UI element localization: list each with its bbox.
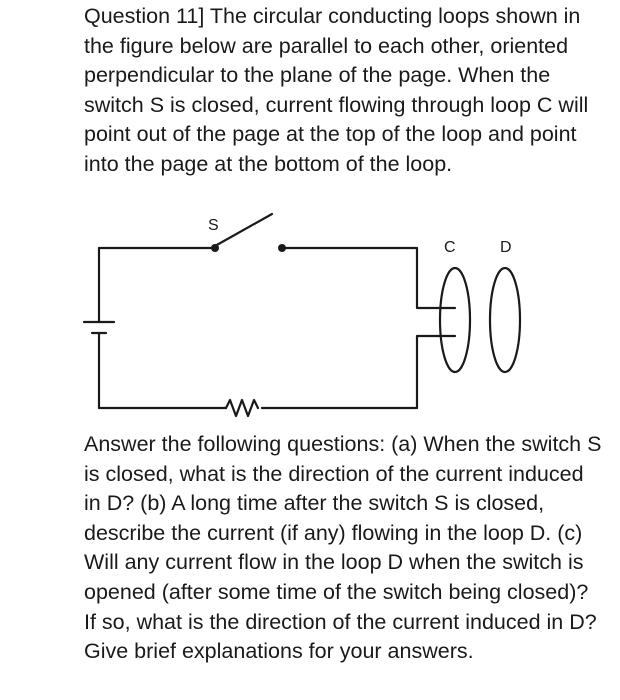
switch-contact-dot xyxy=(278,244,286,252)
resistor xyxy=(226,400,258,416)
loop-d xyxy=(490,268,520,372)
loop-d-label: D xyxy=(500,239,512,256)
switch-lever xyxy=(215,214,272,246)
circuit-diagram xyxy=(0,210,620,430)
wire-top-right xyxy=(282,248,455,308)
wire-bottom-right xyxy=(262,336,455,408)
loop-c xyxy=(440,268,470,372)
loop-c-label: C xyxy=(444,239,456,256)
answer-prompt-text: Answer the following questions: (a) When the switch S is closed, what is the direction of the current induced in D? (b) A long time after the switch S is closed, describe the current (if any) flowing in the loop D. (c) Will any current flow in the loop D when the switch is opened (after some time of the switch being closed)? If so, what is the direction of the current induced in D? Give brief explanations for your answers. xyxy=(84,432,602,664)
question-text: Question 11] The circular conducting loops shown in the figure below are parallel to each other, oriented perpendicular to the plane of the page. When the switch S is closed, current flowing through loop C will point out of the page at the top of the loop and point into the page at the bottom of the loop. xyxy=(84,4,589,176)
switch-label: S xyxy=(208,217,219,234)
switch-pivot-dot xyxy=(211,244,219,252)
wire-bottom-left xyxy=(99,333,226,408)
wire-left-top xyxy=(99,248,215,322)
